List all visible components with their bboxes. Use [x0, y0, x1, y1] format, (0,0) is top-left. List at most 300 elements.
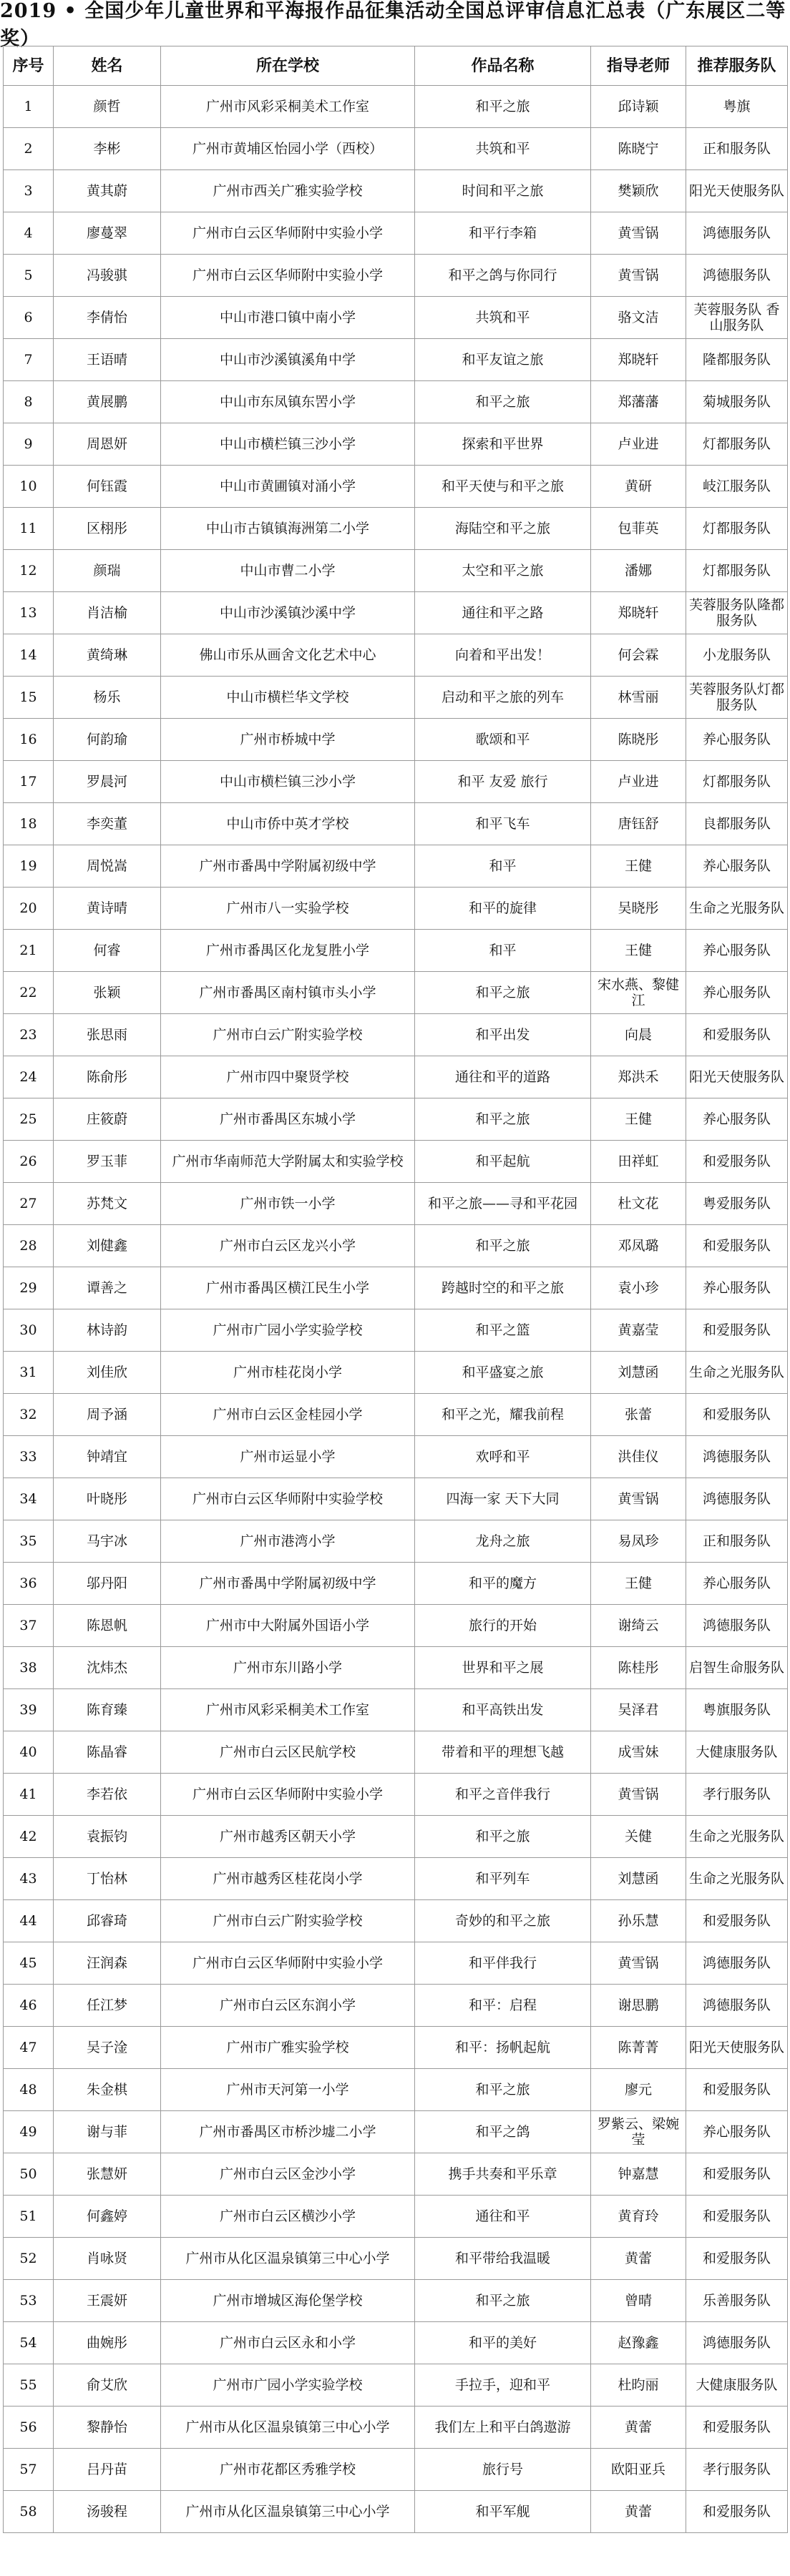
cell-work: 和平 友爱 旅行 [415, 761, 591, 803]
cell-teacher: 杜昀丽 [591, 2364, 686, 2407]
table-row [4, 2364, 788, 2407]
cell-school: 中山市沙溪镇沙溪中学 [161, 592, 415, 634]
cell-teacher: 郑藩藩 [591, 381, 686, 423]
cell-teacher: 王健 [591, 1563, 686, 1605]
cell-name: 李若依 [54, 1774, 161, 1816]
table-row [4, 761, 788, 803]
cell-school: 广州市白云区龙兴小学 [161, 1225, 415, 1267]
table-row [4, 1056, 788, 1098]
cell-teacher: 田祥虹 [591, 1141, 686, 1183]
cell-work: 共筑和平 [415, 128, 591, 170]
cell-work: 和平友谊之旅 [415, 339, 591, 381]
cell-work: 和平之光，耀我前程 [415, 1394, 591, 1436]
cell-index: 12 [4, 550, 54, 592]
table-row [4, 888, 788, 930]
cell-school: 广州市番禺区市桥沙墟二小学 [161, 2111, 415, 2153]
cell-teacher: 袁小珍 [591, 1267, 686, 1309]
cell-work: 和平飞车 [415, 803, 591, 845]
cell-team: 生命之光服务队 [686, 1858, 788, 1900]
cell-teacher: 易凤珍 [591, 1520, 686, 1563]
table-row [4, 1563, 788, 1605]
table-row [4, 466, 788, 508]
table-row [4, 1985, 788, 2027]
table-row [4, 845, 788, 888]
cell-school: 广州市白云区民航学校 [161, 1731, 415, 1774]
table-row [4, 2238, 788, 2280]
cell-work: 探索和平世界 [415, 423, 591, 466]
cell-index: 26 [4, 1141, 54, 1183]
cell-name: 吕丹苗 [54, 2449, 161, 2491]
cell-team: 和爱服务队 [686, 2491, 788, 2533]
cell-team: 和爱服务队 [686, 1900, 788, 1942]
table-row [4, 1900, 788, 1942]
cell-work: 和平盛宴之旅 [415, 1352, 591, 1394]
cell-teacher: 包菲英 [591, 508, 686, 550]
cell-teacher: 王健 [591, 930, 686, 972]
cell-teacher: 王健 [591, 1098, 686, 1141]
cell-name: 陈恩帆 [54, 1605, 161, 1647]
cell-school: 广州市白云广附实验学校 [161, 1900, 415, 1942]
cell-name: 张思雨 [54, 1014, 161, 1056]
cell-school: 广州市风彩采桐美术工作室 [161, 1689, 415, 1731]
cell-school: 广州市白云区华师附中实验小学 [161, 1942, 415, 1985]
cell-school: 广州市桂花岗小学 [161, 1352, 415, 1394]
table-row [4, 1647, 788, 1689]
cell-work: 和平高铁出发 [415, 1689, 591, 1731]
cell-name: 黄绮琳 [54, 634, 161, 677]
cell-name: 谭善之 [54, 1267, 161, 1309]
cell-name: 马宇冰 [54, 1520, 161, 1563]
table-row [4, 170, 788, 212]
cell-name: 李倩怡 [54, 297, 161, 339]
cell-name: 何钰霞 [54, 466, 161, 508]
cell-teacher: 黄雪锅 [591, 1942, 686, 1985]
table-row [4, 128, 788, 170]
cell-teacher: 潘娜 [591, 550, 686, 592]
header-school: 所在学校 [161, 46, 415, 86]
cell-team: 粤爱服务队 [686, 1183, 788, 1225]
cell-school: 广州市白云区华师附中实验小学 [161, 1774, 415, 1816]
cell-name: 王震妍 [54, 2280, 161, 2322]
table-row [4, 719, 788, 761]
cell-name: 颜瑞 [54, 550, 161, 592]
cell-index: 18 [4, 803, 54, 845]
cell-school: 广州市白云区永和小学 [161, 2322, 415, 2364]
cell-school: 广州市增城区海伦堡学校 [161, 2280, 415, 2322]
cell-teacher: 陈桂彤 [591, 1647, 686, 1689]
cell-work: 和平列车 [415, 1858, 591, 1900]
cell-team: 鸿德服务队 [686, 255, 788, 297]
cell-index: 56 [4, 2407, 54, 2449]
cell-teacher: 何会霖 [591, 634, 686, 677]
cell-work: 和平的美好 [415, 2322, 591, 2364]
cell-team: 岐江服务队 [686, 466, 788, 508]
cell-index: 13 [4, 592, 54, 634]
cell-work: 和平之旅 [415, 2280, 591, 2322]
cell-teacher: 卢业进 [591, 423, 686, 466]
table-row [4, 550, 788, 592]
cell-index: 1 [4, 86, 54, 128]
cell-name: 王语晴 [54, 339, 161, 381]
cell-team: 阳光天使服务队 [686, 2027, 788, 2069]
cell-team: 粤旗服务队 [686, 1689, 788, 1731]
cell-work: 跨越时空的和平之旅 [415, 1267, 591, 1309]
cell-name: 张颖 [54, 972, 161, 1014]
cell-teacher: 关健 [591, 1816, 686, 1858]
cell-index: 27 [4, 1183, 54, 1225]
cell-team: 粤旗 [686, 86, 788, 128]
cell-teacher: 陈晓彤 [591, 719, 686, 761]
cell-team: 和爱服务队 [686, 2069, 788, 2111]
table-row [4, 1605, 788, 1647]
cell-name: 黄诗晴 [54, 888, 161, 930]
cell-school: 广州市港湾小学 [161, 1520, 415, 1563]
table-title: 2019 • 全国少年儿童世界和平海报作品征集活动全国总评审信息汇总表（广东展区二等奖） [0, 0, 786, 50]
cell-teacher: 吴晓彤 [591, 888, 686, 930]
cell-school: 广州市白云广附实验学校 [161, 1014, 415, 1056]
cell-school: 广州市白云区金桂园小学 [161, 1394, 415, 1436]
cell-teacher: 黄嘉莹 [591, 1309, 686, 1352]
cell-work: 和平：启程 [415, 1985, 591, 2027]
cell-work: 太空和平之旅 [415, 550, 591, 592]
cell-index: 30 [4, 1309, 54, 1352]
cell-name: 黎静怡 [54, 2407, 161, 2449]
award-table [3, 46, 788, 2533]
header-work: 作品名称 [415, 46, 591, 86]
cell-work: 和平之音伴我行 [415, 1774, 591, 1816]
cell-team: 养心服务队 [686, 1098, 788, 1141]
cell-teacher: 陈菁菁 [591, 2027, 686, 2069]
cell-team: 灯都服务队 [686, 423, 788, 466]
table-row [4, 634, 788, 677]
cell-name: 黄其蔚 [54, 170, 161, 212]
cell-index: 2 [4, 128, 54, 170]
cell-team: 生命之光服务队 [686, 1816, 788, 1858]
cell-name: 张慧妍 [54, 2153, 161, 2196]
cell-teacher: 杜文花 [591, 1183, 686, 1225]
cell-team: 灯都服务队 [686, 508, 788, 550]
cell-index: 39 [4, 1689, 54, 1731]
cell-team: 鸿德服务队 [686, 1605, 788, 1647]
cell-team: 鸿德服务队 [686, 2322, 788, 2364]
table-row [4, 803, 788, 845]
table-row [4, 1267, 788, 1309]
cell-teacher: 黄雪锅 [591, 212, 686, 255]
cell-name: 冯骏骐 [54, 255, 161, 297]
cell-index: 3 [4, 170, 54, 212]
cell-teacher: 曾晴 [591, 2280, 686, 2322]
cell-name: 何鑫婷 [54, 2196, 161, 2238]
cell-work: 歌颂和平 [415, 719, 591, 761]
cell-school: 广州市番禺区横江民生小学 [161, 1267, 415, 1309]
cell-school: 中山市东凤镇东罟小学 [161, 381, 415, 423]
cell-teacher: 唐钰舒 [591, 803, 686, 845]
cell-teacher: 林雪丽 [591, 677, 686, 719]
cell-team: 和爱服务队 [686, 2153, 788, 2196]
cell-work: 和平天使与和平之旅 [415, 466, 591, 508]
cell-work: 和平带给我温暖 [415, 2238, 591, 2280]
cell-school: 广州市风彩采桐美术工作室 [161, 86, 415, 128]
cell-work: 通往和平 [415, 2196, 591, 2238]
cell-index: 43 [4, 1858, 54, 1900]
cell-name: 颜哲 [54, 86, 161, 128]
header-teacher: 指导老师 [591, 46, 686, 86]
table-row [4, 2322, 788, 2364]
cell-name: 吴子淦 [54, 2027, 161, 2069]
cell-index: 58 [4, 2491, 54, 2533]
cell-team: 小龙服务队 [686, 634, 788, 677]
cell-index: 7 [4, 339, 54, 381]
cell-work: 和平之旅 [415, 1225, 591, 1267]
cell-name: 邱睿琦 [54, 1900, 161, 1942]
table-row [4, 423, 788, 466]
table-row [4, 1225, 788, 1267]
cell-index: 52 [4, 2238, 54, 2280]
cell-team: 和爱服务队 [686, 1225, 788, 1267]
cell-index: 21 [4, 930, 54, 972]
cell-team: 和爱服务队 [686, 1141, 788, 1183]
cell-team: 菊城服务队 [686, 381, 788, 423]
cell-name: 袁振钧 [54, 1816, 161, 1858]
cell-work: 和平之旅 [415, 1816, 591, 1858]
cell-team: 养心服务队 [686, 719, 788, 761]
cell-teacher: 陈晓宁 [591, 128, 686, 170]
cell-work: 和平之旅 [415, 972, 591, 1014]
table-row [4, 1394, 788, 1436]
cell-team: 孝行服务队 [686, 1774, 788, 1816]
table-row [4, 1183, 788, 1225]
cell-name: 谢与菲 [54, 2111, 161, 2153]
table-row [4, 1942, 788, 1985]
table-row [4, 1858, 788, 1900]
cell-school: 广州市广园小学实验学校 [161, 2364, 415, 2407]
cell-teacher: 黄蕾 [591, 2407, 686, 2449]
cell-school: 广州市八一实验学校 [161, 888, 415, 930]
cell-teacher: 邓凤璐 [591, 1225, 686, 1267]
cell-name: 林诗韵 [54, 1309, 161, 1352]
cell-school: 广州市四中聚贤学校 [161, 1056, 415, 1098]
cell-team: 养心服务队 [686, 1563, 788, 1605]
cell-work: 和平之鸽 [415, 2111, 591, 2153]
cell-team: 鸿德服务队 [686, 1478, 788, 1520]
cell-index: 19 [4, 845, 54, 888]
cell-school: 广州市越秀区桂花岗小学 [161, 1858, 415, 1900]
cell-team: 养心服务队 [686, 2111, 788, 2153]
cell-school: 广州市番禺区东城小学 [161, 1098, 415, 1141]
cell-teacher: 向晨 [591, 1014, 686, 1056]
cell-work: 四海一家 天下大同 [415, 1478, 591, 1520]
cell-work: 和平 [415, 845, 591, 888]
cell-school: 广州市广园小学实验学校 [161, 1309, 415, 1352]
table-row [4, 1436, 788, 1478]
cell-school: 广州市中大附属外国语小学 [161, 1605, 415, 1647]
header-name: 姓名 [54, 46, 161, 86]
cell-work: 和平之旅 [415, 2069, 591, 2111]
cell-index: 14 [4, 634, 54, 677]
cell-teacher: 廖元 [591, 2069, 686, 2111]
cell-work: 带着和平的理想飞越 [415, 1731, 591, 1774]
cell-school: 广州市白云区华师附中实验小学 [161, 255, 415, 297]
cell-name: 李彬 [54, 128, 161, 170]
table-row [4, 2449, 788, 2491]
cell-team: 鸿德服务队 [686, 1942, 788, 1985]
cell-team: 隆都服务队 [686, 339, 788, 381]
cell-work: 和平起航 [415, 1141, 591, 1183]
cell-index: 57 [4, 2449, 54, 2491]
cell-team: 和爱服务队 [686, 1309, 788, 1352]
cell-school: 中山市横栏镇三沙小学 [161, 423, 415, 466]
cell-work: 旅行的开始 [415, 1605, 591, 1647]
cell-name: 汤骏程 [54, 2491, 161, 2533]
cell-team: 阳光天使服务队 [686, 170, 788, 212]
cell-teacher: 刘慧函 [591, 1352, 686, 1394]
cell-index: 25 [4, 1098, 54, 1141]
table-row [4, 1816, 788, 1858]
cell-team: 芙蓉服务队 香山服务队 [686, 297, 788, 339]
cell-index: 54 [4, 2322, 54, 2364]
cell-name: 朱金棋 [54, 2069, 161, 2111]
cell-name: 罗玉菲 [54, 1141, 161, 1183]
cell-work: 世界和平之展 [415, 1647, 591, 1689]
table-row [4, 677, 788, 719]
cell-name: 邬丹阳 [54, 1563, 161, 1605]
table-row [4, 1014, 788, 1056]
cell-name: 刘佳欣 [54, 1352, 161, 1394]
cell-team: 养心服务队 [686, 845, 788, 888]
table-row [4, 1098, 788, 1141]
cell-work: 和平：扬帆起航 [415, 2027, 591, 2069]
cell-teacher: 刘慧函 [591, 1858, 686, 1900]
cell-index: 29 [4, 1267, 54, 1309]
cell-teacher: 钟嘉慧 [591, 2153, 686, 2196]
cell-team: 生命之光服务队 [686, 888, 788, 930]
cell-teacher: 卢业进 [591, 761, 686, 803]
cell-name: 叶晓彤 [54, 1478, 161, 1520]
cell-work: 和平伴我行 [415, 1942, 591, 1985]
cell-team: 大健康服务队 [686, 2364, 788, 2407]
table-row [4, 1141, 788, 1183]
cell-school: 广州市白云区华师附中实验学校 [161, 1478, 415, 1520]
cell-teacher: 邱诗颖 [591, 86, 686, 128]
cell-school: 中山市黄圃镇对涌小学 [161, 466, 415, 508]
cell-index: 17 [4, 761, 54, 803]
cell-school: 广州市从化区温泉镇第三中心小学 [161, 2238, 415, 2280]
cell-work: 旅行号 [415, 2449, 591, 2491]
cell-teacher: 谢绮云 [591, 1605, 686, 1647]
table-row [4, 1520, 788, 1563]
cell-work: 奇妙的和平之旅 [415, 1900, 591, 1942]
cell-school: 广州市东川路小学 [161, 1647, 415, 1689]
table-row [4, 1731, 788, 1774]
cell-work: 手拉手，迎和平 [415, 2364, 591, 2407]
cell-team: 和爱服务队 [686, 1014, 788, 1056]
cell-school: 广州市桥城中学 [161, 719, 415, 761]
cell-work: 欢呼和平 [415, 1436, 591, 1478]
cell-work: 携手共奏和平乐章 [415, 2153, 591, 2196]
cell-work: 通往和平的道路 [415, 1056, 591, 1098]
cell-teacher: 黄研 [591, 466, 686, 508]
cell-index: 10 [4, 466, 54, 508]
cell-team: 启智生命服务队 [686, 1647, 788, 1689]
cell-name: 任江梦 [54, 1985, 161, 2027]
cell-index: 38 [4, 1647, 54, 1689]
table-row [4, 255, 788, 297]
cell-team: 鸿德服务队 [686, 1985, 788, 2027]
cell-school: 广州市番禺中学附属初级中学 [161, 845, 415, 888]
cell-work: 和平军舰 [415, 2491, 591, 2533]
cell-teacher: 黄蕾 [591, 2491, 686, 2533]
cell-name: 李奕董 [54, 803, 161, 845]
table-body [4, 86, 788, 2533]
cell-index: 40 [4, 1731, 54, 1774]
cell-team: 良都服务队 [686, 803, 788, 845]
cell-school: 广州市铁一小学 [161, 1183, 415, 1225]
cell-teacher: 郑洪禾 [591, 1056, 686, 1098]
cell-school: 广州市天河第一小学 [161, 2069, 415, 2111]
cell-team: 阳光天使服务队 [686, 1056, 788, 1098]
cell-team: 鸿德服务队 [686, 212, 788, 255]
cell-index: 36 [4, 1563, 54, 1605]
table-row [4, 1309, 788, 1352]
cell-school: 广州市番禺中学附属初级中学 [161, 1563, 415, 1605]
table-row [4, 86, 788, 128]
cell-work: 和平之鸽与你同行 [415, 255, 591, 297]
cell-team: 鸿德服务队 [686, 1436, 788, 1478]
cell-school: 广州市越秀区朝天小学 [161, 1816, 415, 1858]
cell-school: 广州市广雅实验学校 [161, 2027, 415, 2069]
table-row [4, 2280, 788, 2322]
header-index: 序号 [4, 46, 54, 86]
table-row [4, 381, 788, 423]
cell-index: 9 [4, 423, 54, 466]
cell-index: 22 [4, 972, 54, 1014]
cell-index: 16 [4, 719, 54, 761]
cell-index: 48 [4, 2069, 54, 2111]
cell-teacher: 王健 [591, 845, 686, 888]
cell-teacher: 黄雪锅 [591, 1478, 686, 1520]
cell-index: 34 [4, 1478, 54, 1520]
cell-team: 养心服务队 [686, 930, 788, 972]
cell-team: 芙蓉服务队灯都服务队 [686, 677, 788, 719]
table-row [4, 339, 788, 381]
cell-name: 廖蔓翠 [54, 212, 161, 255]
cell-name: 区栩彤 [54, 508, 161, 550]
cell-name: 杨乐 [54, 677, 161, 719]
cell-index: 5 [4, 255, 54, 297]
cell-team: 灯都服务队 [686, 550, 788, 592]
table-row [4, 592, 788, 634]
cell-index: 32 [4, 1394, 54, 1436]
cell-index: 47 [4, 2027, 54, 2069]
cell-team: 和爱服务队 [686, 2407, 788, 2449]
cell-index: 15 [4, 677, 54, 719]
cell-teacher: 孙乐慧 [591, 1900, 686, 1942]
cell-school: 中山市港口镇中南小学 [161, 297, 415, 339]
cell-teacher: 赵豫鑫 [591, 2322, 686, 2364]
cell-index: 20 [4, 888, 54, 930]
cell-work: 龙舟之旅 [415, 1520, 591, 1563]
cell-index: 23 [4, 1014, 54, 1056]
cell-name: 肖洁榆 [54, 592, 161, 634]
cell-school: 广州市西关广雅实验学校 [161, 170, 415, 212]
cell-name: 曲婉彤 [54, 2322, 161, 2364]
cell-teacher: 樊颖欣 [591, 170, 686, 212]
table-row [4, 297, 788, 339]
table-row [4, 2027, 788, 2069]
cell-name: 罗晨河 [54, 761, 161, 803]
cell-work: 和平出发 [415, 1014, 591, 1056]
cell-school: 广州市从化区温泉镇第三中心小学 [161, 2407, 415, 2449]
